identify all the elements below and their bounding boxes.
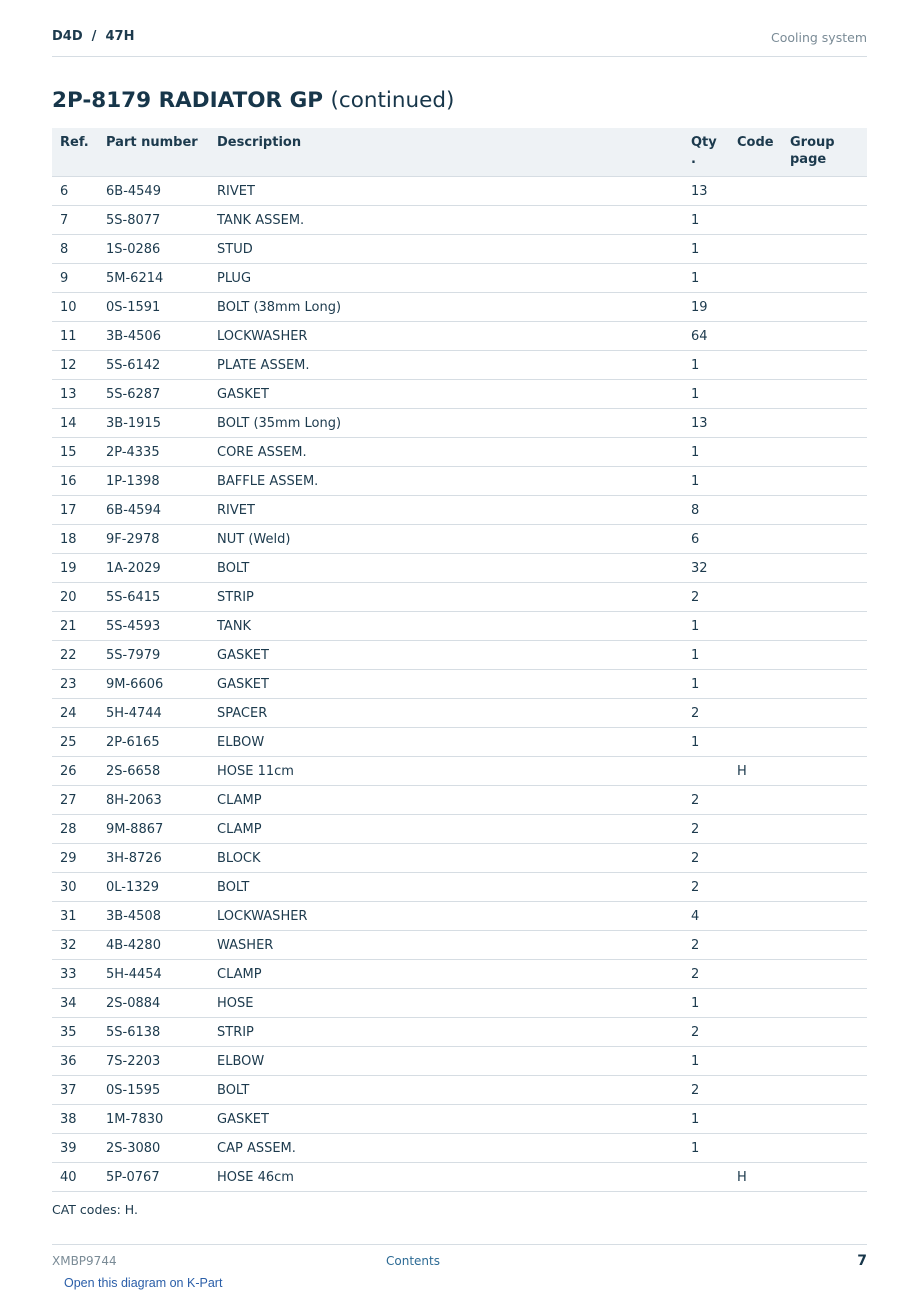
cell-part-number: 5S-6287 <box>98 380 209 409</box>
cell-group-page <box>782 844 867 873</box>
cell-group-page <box>782 525 867 554</box>
cell-description: CAP ASSEM. <box>209 1134 683 1163</box>
cell-part-number: 2P-4335 <box>98 438 209 467</box>
cell-code <box>729 496 782 525</box>
cell-description: NUT (Weld) <box>209 525 683 554</box>
cell-qty <box>683 757 729 786</box>
cell-code <box>729 670 782 699</box>
cell-qty: 1 <box>683 351 729 380</box>
cell-ref: 14 <box>52 409 98 438</box>
cell-code <box>729 844 782 873</box>
table-row <box>52 844 867 873</box>
cell-group-page <box>782 1134 867 1163</box>
cell-ref: 11 <box>52 322 98 351</box>
cell-part-number: 2S-6658 <box>98 757 209 786</box>
cell-group-page <box>782 989 867 1018</box>
cell-part-number: 1M-7830 <box>98 1105 209 1134</box>
parts-table-body <box>52 177 867 1192</box>
page-number: 7 <box>857 1253 867 1269</box>
cell-qty: 1 <box>683 641 729 670</box>
cell-ref: 36 <box>52 1047 98 1076</box>
cell-qty: 1 <box>683 206 729 235</box>
cell-part-number: 5S-8077 <box>98 206 209 235</box>
parts-table <box>52 128 867 1192</box>
table-row <box>52 467 867 496</box>
cell-description: GASKET <box>209 380 683 409</box>
cell-group-page <box>782 380 867 409</box>
header-group-line2: page <box>790 152 827 167</box>
table-header-row <box>52 128 867 177</box>
cell-code <box>729 351 782 380</box>
cell-qty: 1 <box>683 1105 729 1134</box>
cell-description: RIVET <box>209 177 683 206</box>
cell-code <box>729 815 782 844</box>
cell-ref: 30 <box>52 873 98 902</box>
cell-group-page <box>782 467 867 496</box>
cell-part-number: 2S-3080 <box>98 1134 209 1163</box>
cell-part-number: 1P-1398 <box>98 467 209 496</box>
cell-ref: 23 <box>52 670 98 699</box>
cell-description: GASKET <box>209 641 683 670</box>
table-row <box>52 206 867 235</box>
cell-group-page <box>782 960 867 989</box>
cell-group-page <box>782 438 867 467</box>
cell-code <box>729 612 782 641</box>
cell-description: HOSE 46cm <box>209 1163 683 1192</box>
cell-part-number: 3H-8726 <box>98 844 209 873</box>
cell-qty: 6 <box>683 525 729 554</box>
table-row <box>52 670 867 699</box>
cell-code <box>729 467 782 496</box>
header-code: Code <box>729 128 782 177</box>
cell-code <box>729 1047 782 1076</box>
cell-code <box>729 293 782 322</box>
cell-code <box>729 1105 782 1134</box>
cell-part-number: 5S-6415 <box>98 583 209 612</box>
cell-code <box>729 1134 782 1163</box>
header-part-number: Part number <box>98 128 209 177</box>
cell-code <box>729 1076 782 1105</box>
cell-group-page <box>782 293 867 322</box>
cell-ref: 26 <box>52 757 98 786</box>
cell-qty: 2 <box>683 844 729 873</box>
cell-code: H <box>729 757 782 786</box>
contents-link[interactable]: Contents <box>386 1254 440 1268</box>
table-row <box>52 322 867 351</box>
cell-description: TANK ASSEM. <box>209 206 683 235</box>
header-ref: Ref. <box>52 128 98 177</box>
cell-part-number: 2S-0884 <box>98 989 209 1018</box>
cell-part-number: 3B-4508 <box>98 902 209 931</box>
cell-part-number: 4B-4280 <box>98 931 209 960</box>
cell-code <box>729 699 782 728</box>
cell-description: PLATE ASSEM. <box>209 351 683 380</box>
cell-group-page <box>782 496 867 525</box>
cell-description: CLAMP <box>209 786 683 815</box>
cell-ref: 29 <box>52 844 98 873</box>
table-row <box>52 989 867 1018</box>
cell-code <box>729 380 782 409</box>
cell-part-number: 5S-6142 <box>98 351 209 380</box>
header-qty-line1: Qty <box>691 135 717 150</box>
cell-part-number: 6B-4549 <box>98 177 209 206</box>
cell-qty: 19 <box>683 293 729 322</box>
table-row <box>52 1105 867 1134</box>
cell-part-number: 0S-1591 <box>98 293 209 322</box>
header-qty <box>683 128 729 177</box>
section-title: Cooling system <box>771 30 867 45</box>
cell-group-page <box>782 757 867 786</box>
title-suffix: (continued) <box>330 88 455 113</box>
cell-code <box>729 206 782 235</box>
cell-code <box>729 525 782 554</box>
cell-ref: 40 <box>52 1163 98 1192</box>
cell-part-number: 6B-4594 <box>98 496 209 525</box>
cell-group-page <box>782 815 867 844</box>
header-group-page <box>782 128 867 177</box>
cell-description: GASKET <box>209 670 683 699</box>
page-header <box>52 26 867 57</box>
table-row <box>52 1018 867 1047</box>
cat-codes-note: CAT codes: H. <box>52 1202 138 1217</box>
cell-ref: 34 <box>52 989 98 1018</box>
cell-qty: 1 <box>683 467 729 496</box>
cell-group-page <box>782 641 867 670</box>
cell-qty: 8 <box>683 496 729 525</box>
cell-description: ELBOW <box>209 728 683 757</box>
cell-code <box>729 728 782 757</box>
cell-qty <box>683 1163 729 1192</box>
table-row <box>52 902 867 931</box>
cell-description: LOCKWASHER <box>209 902 683 931</box>
cell-qty: 64 <box>683 322 729 351</box>
cell-code <box>729 931 782 960</box>
table-row <box>52 699 867 728</box>
cell-group-page <box>782 1105 867 1134</box>
table-row <box>52 409 867 438</box>
cell-ref: 25 <box>52 728 98 757</box>
cell-code <box>729 322 782 351</box>
cell-ref: 6 <box>52 177 98 206</box>
cell-code <box>729 1018 782 1047</box>
cell-part-number: 9M-6606 <box>98 670 209 699</box>
cell-group-page <box>782 322 867 351</box>
page-footer <box>52 1244 867 1275</box>
cell-description: BOLT (35mm Long) <box>209 409 683 438</box>
document-id: XMBP9744 <box>52 1254 117 1268</box>
table-row <box>52 873 867 902</box>
cell-code <box>729 177 782 206</box>
page-title <box>52 88 454 113</box>
header-group-line1: Group <box>790 135 835 150</box>
cell-code <box>729 960 782 989</box>
cell-description: BAFFLE ASSEM. <box>209 467 683 496</box>
cell-description: SPACER <box>209 699 683 728</box>
cell-qty: 1 <box>683 235 729 264</box>
table-row <box>52 264 867 293</box>
cell-part-number: 5M-6214 <box>98 264 209 293</box>
breadcrumb: D4D / 47H <box>52 29 135 44</box>
table-row <box>52 757 867 786</box>
cell-ref: 22 <box>52 641 98 670</box>
header-description: Description <box>209 128 683 177</box>
cell-part-number: 8H-2063 <box>98 786 209 815</box>
table-row <box>52 960 867 989</box>
cell-group-page <box>782 931 867 960</box>
cell-code <box>729 583 782 612</box>
cell-ref: 9 <box>52 264 98 293</box>
cell-code <box>729 902 782 931</box>
cell-part-number: 5S-4593 <box>98 612 209 641</box>
cell-part-number: 0L-1329 <box>98 873 209 902</box>
cell-qty: 1 <box>683 1047 729 1076</box>
cell-code <box>729 554 782 583</box>
cell-part-number: 7S-2203 <box>98 1047 209 1076</box>
table-row <box>52 554 867 583</box>
cell-description: BOLT (38mm Long) <box>209 293 683 322</box>
cell-ref: 20 <box>52 583 98 612</box>
cell-group-page <box>782 873 867 902</box>
cell-ref: 10 <box>52 293 98 322</box>
table-row <box>52 351 867 380</box>
cell-group-page <box>782 670 867 699</box>
cell-qty: 1 <box>683 989 729 1018</box>
cell-description: RIVET <box>209 496 683 525</box>
cell-qty: 4 <box>683 902 729 931</box>
cell-group-page <box>782 264 867 293</box>
cell-part-number: 5H-4454 <box>98 960 209 989</box>
cell-qty: 32 <box>683 554 729 583</box>
cell-group-page <box>782 351 867 380</box>
cell-code <box>729 409 782 438</box>
cell-ref: 17 <box>52 496 98 525</box>
cell-group-page <box>782 728 867 757</box>
cell-group-page <box>782 177 867 206</box>
cell-qty: 1 <box>683 1134 729 1163</box>
cell-part-number: 1A-2029 <box>98 554 209 583</box>
table-row <box>52 728 867 757</box>
cell-qty: 2 <box>683 583 729 612</box>
cell-code <box>729 641 782 670</box>
cell-description: HOSE <box>209 989 683 1018</box>
cell-description: CLAMP <box>209 815 683 844</box>
cell-part-number: 1S-0286 <box>98 235 209 264</box>
cell-description: GASKET <box>209 1105 683 1134</box>
cell-qty: 13 <box>683 177 729 206</box>
cell-ref: 16 <box>52 467 98 496</box>
table-row <box>52 235 867 264</box>
title-part: 2P-8179 RADIATOR GP <box>52 88 323 113</box>
cell-code <box>729 235 782 264</box>
cell-description: STRIP <box>209 1018 683 1047</box>
cell-description: HOSE 11cm <box>209 757 683 786</box>
cell-group-page <box>782 699 867 728</box>
cell-ref: 18 <box>52 525 98 554</box>
cell-qty: 13 <box>683 409 729 438</box>
cell-description: STRIP <box>209 583 683 612</box>
cell-ref: 35 <box>52 1018 98 1047</box>
cell-group-page <box>782 1047 867 1076</box>
cell-group-page <box>782 1076 867 1105</box>
table-row <box>52 786 867 815</box>
cell-description: PLUG <box>209 264 683 293</box>
cell-description: CLAMP <box>209 960 683 989</box>
cell-ref: 32 <box>52 931 98 960</box>
cell-description: ELBOW <box>209 1047 683 1076</box>
cell-part-number: 2P-6165 <box>98 728 209 757</box>
cell-part-number: 5S-6138 <box>98 1018 209 1047</box>
cell-code <box>729 264 782 293</box>
cell-description: LOCKWASHER <box>209 322 683 351</box>
table-row <box>52 438 867 467</box>
cell-part-number: 3B-1915 <box>98 409 209 438</box>
cell-ref: 19 <box>52 554 98 583</box>
cell-qty: 2 <box>683 699 729 728</box>
cell-group-page <box>782 786 867 815</box>
table-row <box>52 496 867 525</box>
cell-ref: 31 <box>52 902 98 931</box>
cell-group-page <box>782 583 867 612</box>
cell-qty: 2 <box>683 815 729 844</box>
open-kpart-link[interactable]: Open this diagram on K-Part <box>64 1276 223 1290</box>
cell-qty: 2 <box>683 873 729 902</box>
cell-qty: 2 <box>683 1076 729 1105</box>
cell-ref: 21 <box>52 612 98 641</box>
cell-qty: 2 <box>683 786 729 815</box>
table-row <box>52 293 867 322</box>
table-row <box>52 1163 867 1192</box>
cell-qty: 1 <box>683 438 729 467</box>
cell-part-number: 3B-4506 <box>98 322 209 351</box>
table-row <box>52 177 867 206</box>
cell-description: TANK <box>209 612 683 641</box>
cell-code <box>729 873 782 902</box>
table-row <box>52 641 867 670</box>
cell-ref: 24 <box>52 699 98 728</box>
cell-description: BOLT <box>209 554 683 583</box>
cell-group-page <box>782 1018 867 1047</box>
cell-ref: 8 <box>52 235 98 264</box>
cell-qty: 1 <box>683 264 729 293</box>
cell-part-number: 9F-2978 <box>98 525 209 554</box>
cell-ref: 15 <box>52 438 98 467</box>
table-row <box>52 1076 867 1105</box>
cell-ref: 27 <box>52 786 98 815</box>
cell-qty: 1 <box>683 728 729 757</box>
cell-group-page <box>782 206 867 235</box>
cell-group-page <box>782 235 867 264</box>
table-row <box>52 612 867 641</box>
cell-description: WASHER <box>209 931 683 960</box>
cell-description: BOLT <box>209 873 683 902</box>
cell-part-number: 0S-1595 <box>98 1076 209 1105</box>
cell-code <box>729 989 782 1018</box>
cell-qty: 1 <box>683 612 729 641</box>
table-row <box>52 380 867 409</box>
cell-ref: 39 <box>52 1134 98 1163</box>
table-row <box>52 583 867 612</box>
cell-description: BLOCK <box>209 844 683 873</box>
table-row <box>52 1134 867 1163</box>
table-row <box>52 815 867 844</box>
cell-ref: 28 <box>52 815 98 844</box>
cell-part-number: 5P-0767 <box>98 1163 209 1192</box>
cell-group-page <box>782 1163 867 1192</box>
table-row <box>52 525 867 554</box>
cell-qty: 2 <box>683 931 729 960</box>
cell-ref: 13 <box>52 380 98 409</box>
cell-description: BOLT <box>209 1076 683 1105</box>
cell-description: CORE ASSEM. <box>209 438 683 467</box>
cell-ref: 38 <box>52 1105 98 1134</box>
cell-part-number: 9M-8867 <box>98 815 209 844</box>
cell-ref: 12 <box>52 351 98 380</box>
cell-code: H <box>729 1163 782 1192</box>
cell-qty: 1 <box>683 380 729 409</box>
cell-group-page <box>782 612 867 641</box>
cell-group-page <box>782 902 867 931</box>
cell-qty: 2 <box>683 1018 729 1047</box>
cell-qty: 2 <box>683 960 729 989</box>
cell-ref: 37 <box>52 1076 98 1105</box>
cell-part-number: 5S-7979 <box>98 641 209 670</box>
cell-description: STUD <box>209 235 683 264</box>
cell-ref: 33 <box>52 960 98 989</box>
cell-code <box>729 786 782 815</box>
cell-code <box>729 438 782 467</box>
cell-qty: 1 <box>683 670 729 699</box>
header-qty-line2: . <box>691 152 696 167</box>
table-row <box>52 1047 867 1076</box>
cell-part-number: 5H-4744 <box>98 699 209 728</box>
cell-ref: 7 <box>52 206 98 235</box>
cell-group-page <box>782 409 867 438</box>
table-row <box>52 931 867 960</box>
cell-group-page <box>782 554 867 583</box>
